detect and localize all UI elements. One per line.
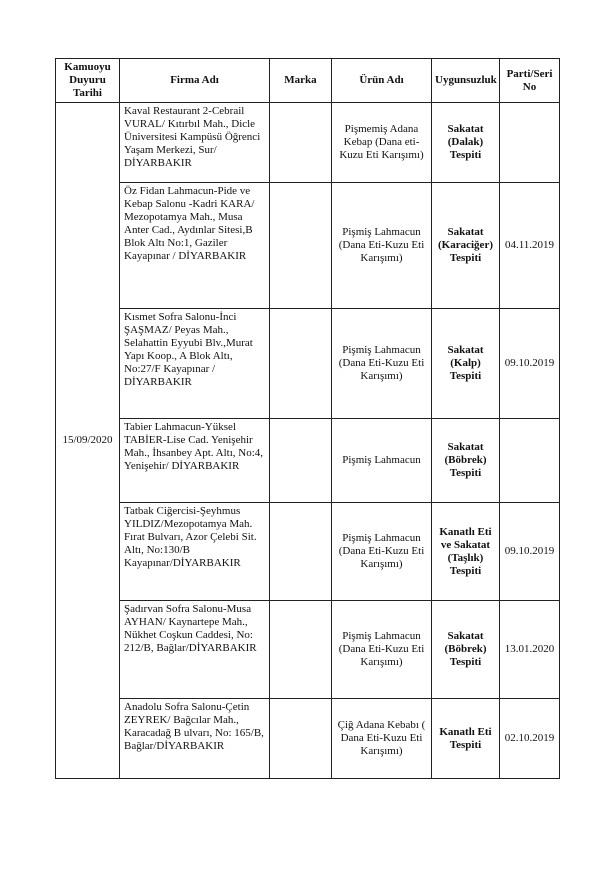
urun-cell: Pişmemiş Adana Kebap (Dana eti-Kuzu Eti Karışımı)	[332, 103, 432, 183]
table-row	[56, 699, 560, 779]
firma-cell: Öz Fidan Lahmacun-Pide ve Kebap Salonu -Kadri KARA/ Mezopotamya Mah., Musa Anter Cad., Aydınlar Sitesi,B Blok Altı No:1, Gaziler Kayapınar / DİYARBAKIR	[120, 183, 270, 309]
uygunsuzluk-cell: Kanatlı Eti ve Sakatat (Taşlık) Tespiti	[432, 503, 500, 601]
firma-cell: Tabier Lahmacun-Yüksel TABİER-Lise Cad. Yenişehir Mah., İhsanbey Apt. Altı, No:4, Yenişehir/ DİYARBAKIR	[120, 419, 270, 503]
firma-cell: Kısmet Sofra Salonu-İnci ŞAŞMAZ/ Peyas Mah., Selahattin Eyyubi Blv.,Murat Yapı Koop., A Blok Altı, No:27/F Kayapınar / DİYARBAKIR	[120, 309, 270, 419]
header-firma: Firma Adı	[120, 59, 270, 103]
marka-cell	[270, 419, 332, 503]
marka-cell	[270, 699, 332, 779]
header-uygunsuzluk: Uygunsuzluk	[432, 59, 500, 103]
marka-cell	[270, 309, 332, 419]
marka-cell	[270, 503, 332, 601]
table-row	[56, 309, 560, 419]
firma-cell: Tatbak Ciğercisi-Şeyhmus YILDIZ/Mezopotamya Mah. Fırat Bulvarı, Azor Çelebi Sit. Altı, No:130/B Kayapınar/DİYARBAKIR	[120, 503, 270, 601]
urun-cell: Pişmiş Lahmacun (Dana Eti-Kuzu Eti Karışımı)	[332, 601, 432, 699]
table-header-row	[56, 59, 560, 103]
header-urun: Ürün Adı	[332, 59, 432, 103]
parti-cell: 09.10.2019	[500, 309, 560, 419]
uygunsuzluk-cell: Kanatlı Eti Tespiti	[432, 699, 500, 779]
uygunsuzluk-cell: Sakatat (Karaciğer) Tespiti	[432, 183, 500, 309]
uygunsuzluk-cell: Sakatat (Kalp) Tespiti	[432, 309, 500, 419]
table-row	[56, 503, 560, 601]
parti-cell: 04.11.2019	[500, 183, 560, 309]
table-row	[56, 419, 560, 503]
firma-cell: Anadolu Sofra Salonu-Çetin ZEYREK/ Bağcılar Mah., Karacadağ B ulvarı, No: 165/B, Bağlar/DİYARBAKIR	[120, 699, 270, 779]
marka-cell	[270, 601, 332, 699]
table-row	[56, 183, 560, 309]
header-date: Kamuoyu Duyuru Tarihi	[56, 59, 120, 103]
parti-cell	[500, 103, 560, 183]
parti-cell: 09.10.2019	[500, 503, 560, 601]
parti-cell: 13.01.2020	[500, 601, 560, 699]
firma-cell: Kaval Restaurant 2-Cebrail VURAL/ Kıtırbıl Mah., Dicle Üniversitesi Kampüsü Öğrenci Yaşam Merkezi, Sur/ DİYARBAKIR	[120, 103, 270, 183]
uygunsuzluk-cell: Sakatat (Dalak) Tespiti	[432, 103, 500, 183]
urun-cell: Pişmiş Lahmacun	[332, 419, 432, 503]
marka-cell	[270, 183, 332, 309]
table-row	[56, 103, 560, 183]
announcement-date: 15/09/2020	[56, 103, 120, 779]
header-marka: Marka	[270, 59, 332, 103]
parti-cell: 02.10.2019	[500, 699, 560, 779]
uygunsuzluk-cell: Sakatat (Böbrek) Tespiti	[432, 601, 500, 699]
firma-cell: Şadırvan Sofra Salonu-Musa AYHAN/ Kaynartepe Mah., Nükhet Coşkun Caddesi, No: 212/B, Bağlar/DİYARBAKIR	[120, 601, 270, 699]
uygunsuzluk-cell: Sakatat (Böbrek) Tespiti	[432, 419, 500, 503]
marka-cell	[270, 103, 332, 183]
parti-cell	[500, 419, 560, 503]
table-row	[56, 601, 560, 699]
urun-cell: Çiğ Adana Kebabı ( Dana Eti-Kuzu Eti Karışımı)	[332, 699, 432, 779]
recall-table	[55, 58, 560, 779]
header-parti: Parti/Seri No	[500, 59, 560, 103]
urun-cell: Pişmiş Lahmacun (Dana Eti-Kuzu Eti Karışımı)	[332, 183, 432, 309]
urun-cell: Pişmiş Lahmacun (Dana Eti-Kuzu Eti Karışımı)	[332, 503, 432, 601]
urun-cell: Pişmiş Lahmacun (Dana Eti-Kuzu Eti Karışımı)	[332, 309, 432, 419]
